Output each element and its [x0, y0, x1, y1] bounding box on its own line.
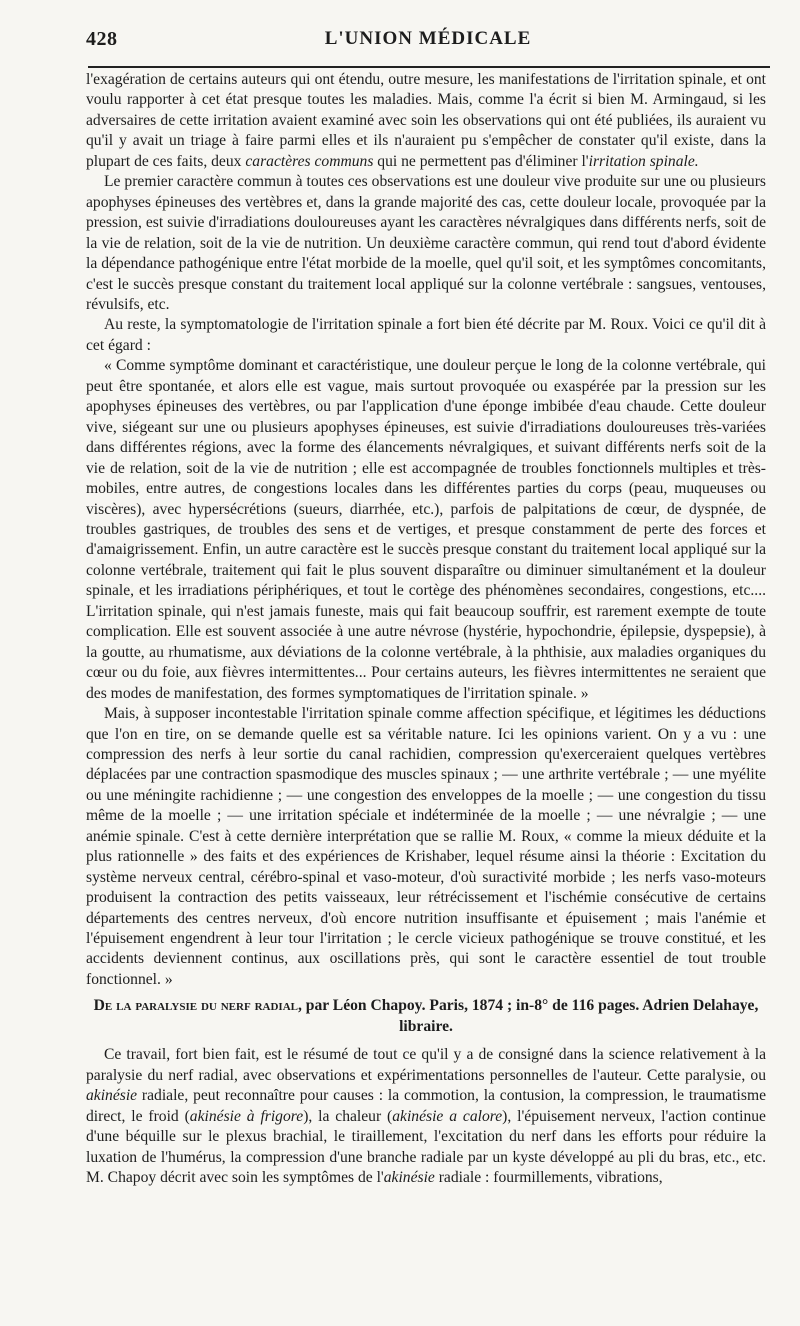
paragraph-1-emphasis-2: irritation spinale. — [588, 152, 699, 170]
paragraph-1-text-b: qui ne permettent pas d'éliminer l' — [373, 152, 589, 170]
header-rule — [88, 66, 770, 68]
review-text-a: Ce travail, fort bien fait, est le résumé de tout ce qu'il y a de consigné dans la science relativement à la paralysie du nerf radial, avec observations et expérimentations personnelles de l'auteur. Cette paralysie, ou — [86, 1046, 766, 1084]
review-emphasis-2: akinésie à frigore — [189, 1107, 304, 1125]
review-emphasis-1: akinésie — [86, 1087, 138, 1105]
paragraph-5: Mais, à supposer incontestable l'irritation spinale comme affection spécifique, et légitimes les déductions que l'on en tire, on se demande quelle est sa véritable nature. Ici les opinions varient. On y a vu : une compression des nerfs à leur sortie du canal rachidien, compression qu'exerceraient quelques vertèbres déplacées par une contraction spasmodique des muscles spinaux ; — une arthrite vertébrale ; — une myélite ou une méningite rachidienne ; — une congestion des enveloppes de la moelle ; — une congestion du tissu même de la moelle ; — une irritation spéciale et indéterminée de la moelle ; — une névralgie ; — une anémie spinale. C'est à cette dernière interprétation que se rallie M. Roux, « comme la mieux déduite et la plus rationnelle » des faits et des expériences de Krishaber, lequel résume ainsi la théorie : Excitation du système nerveux central, cérébro-spinal et vaso-moteur, d'où suractivité morbide ; les nerfs vaso-moteurs produisent la contraction des petits vaisseaux, leur rétrécissement et l'ischémie consécutive de certains départements des centres nerveux, d'où encore nutrition insuffisante et épuisement ; mais l'anémie et l'épuisement engendrent à leur tour l'irritation ; le cercle vicieux pathogénique se trouve constitué, et les accidents deviennent continus, aux oscillations près, qui sont le caractère essentiel de tout trouble fonctionnel. » — [86, 705, 766, 988]
page-number: 428 — [86, 28, 118, 50]
paragraph-2: Le premier caractère commun à toutes ces observations est une douleur vive produite sur une ou plusieurs apophyses épineuses des vertèbres et, dans la grande majorité des cas, cette douleur locale, provoquée par la pression, est suivie d'irradiations douloureuses ayant les caractères névralgiques dans différents nerfs, soit de la vie de relation, soit de la vie de nutrition. Un deuxième caractère commun, qui rend tout d'abord évidente la dépendance pathogénique entre l'état morbide de la moelle, quel qu'il soit, et les symptômes concomitants, c'est le succès presque constant du traitement local appliqué sur la colonne vertébrale : sangsues, ventouses, révulsifs, etc. — [86, 173, 766, 313]
paragraph-1-text-a: l'exagération de certains auteurs qui ont étendu, outre mesure, les manifestations de l'irritation spinale, et ont voulu rapporter à cet état presque toutes les maladies. Mais, comme l'a écrit si bien M. Armingaud, si les adversaires de cette irritation avaient examiné avec soin les observations qui ont été publiées, ils auraient vu qu'il y avait un triage à faire parmi elles et ils n'auraient pu s'empêcher de constater qu'il existe, dans la plupart de ces faits, deux — [86, 71, 766, 170]
review-emphasis-4: akinésie — [383, 1169, 435, 1187]
paragraph-1-emphasis-1: caractères communs — [245, 152, 374, 170]
paragraph-1 — [86, 70, 766, 172]
review-text-c: ), la chaleur ( — [303, 1107, 393, 1125]
review-heading — [86, 996, 766, 1037]
running-title: L'UNION MÉDICALE — [324, 28, 532, 49]
body-text — [86, 70, 766, 1188]
review-emphasis-3: akinésie a calore — [392, 1107, 503, 1125]
review-text-d: ), l'épuisement nerveux, l'action continue d'une béquille sur le plexus brachial, le tiraillement, l'excitation du nerf dans les efforts pour réduire la luxation de l'humérus, la compression d'une branche radiale par un kyste développé au pli du bras, etc., etc. M. Chapoy décrit avec soin les symptômes de l' — [86, 1107, 766, 1187]
review-heading-title: De la paralysie du nerf radial, — [93, 997, 302, 1015]
page-header — [86, 28, 770, 58]
review-heading-details: par Léon Chapoy. Paris, 1874 ; in-8° de 116 pages. Adrien Delahaye, libraire. — [301, 997, 759, 1035]
review-text-e: radiale : fourmillements, vibrations, — [434, 1169, 663, 1187]
review-text-b: radiale, peut reconnaître pour causes : la commotion, la contusion, la compression, le traumatisme direct, le froid ( — [86, 1087, 766, 1125]
review-paragraph — [86, 1045, 766, 1188]
quotation-paragraph: « Comme symptôme dominant et caractéristique, une douleur perçue le long de la colonne vertébrale, qui peut être spontanée, et alors elle est vague, mais surtout provoquée ou exaspérée par la pression sur les apophyses épineuses des vertèbres, ou par l'application d'une éponge imbibée d'eau chaude. Cette douleur vive, siégeant sur une ou plusieurs apophyses épineuses, est suivie d'irradiations douloureuses très-variées dans différentes régions, avec la forme des élancements névralgiques, et suivant différents nerfs soit de la vie de relation, soit de la vie de nutrition ; elle est accompagnée de troubles fonctionnels multiples et très-mobiles, entre autres, de congestions locales dans les différentes parties du corps (peau, muqueuses ou viscères), avec hypersécrétions (sueurs, diarrhée, etc.), parfois de palpitations de cœur, de dyspnée, de troubles gastriques, de troubles des sens et de vertiges, et presque constamment de perte des forces et d'amaigrissement. Enfin, un autre caractère est le succès presque constant du traitement local appliqué sur la colonne vertébrale, traitement qui fait le plus souvent disparaître ou diminuer simultanément et la douleur spinale, et les irradiations périphériques, et tout le cortège des phénomènes secondaires, congestions, etc.... L'irritation spinale, qui n'est jamais funeste, mais qui fait beaucoup souffrir, est rarement exempte de toute complication. Elle est souvent associée à une autre névrose (hystérie, hypochondrie, épilepsie, dyspepsie), à la goutte, au rhumatisme, aux déviations de la colonne vertébrale, à la phthisie, aux maladies organiques du cœur ou du foie, aux fièvres intermittentes... Pour certains auteurs, les fièvres intermittentes ne seraient que des modes de manifestation, des formes symptomatiques de l'irritation spinale. » — [86, 357, 766, 702]
paragraph-3: Au reste, la symptomatologie de l'irritation spinale a fort bien été décrite par M. Roux. Voici ce qu'il dit à cet égard : — [86, 316, 766, 354]
